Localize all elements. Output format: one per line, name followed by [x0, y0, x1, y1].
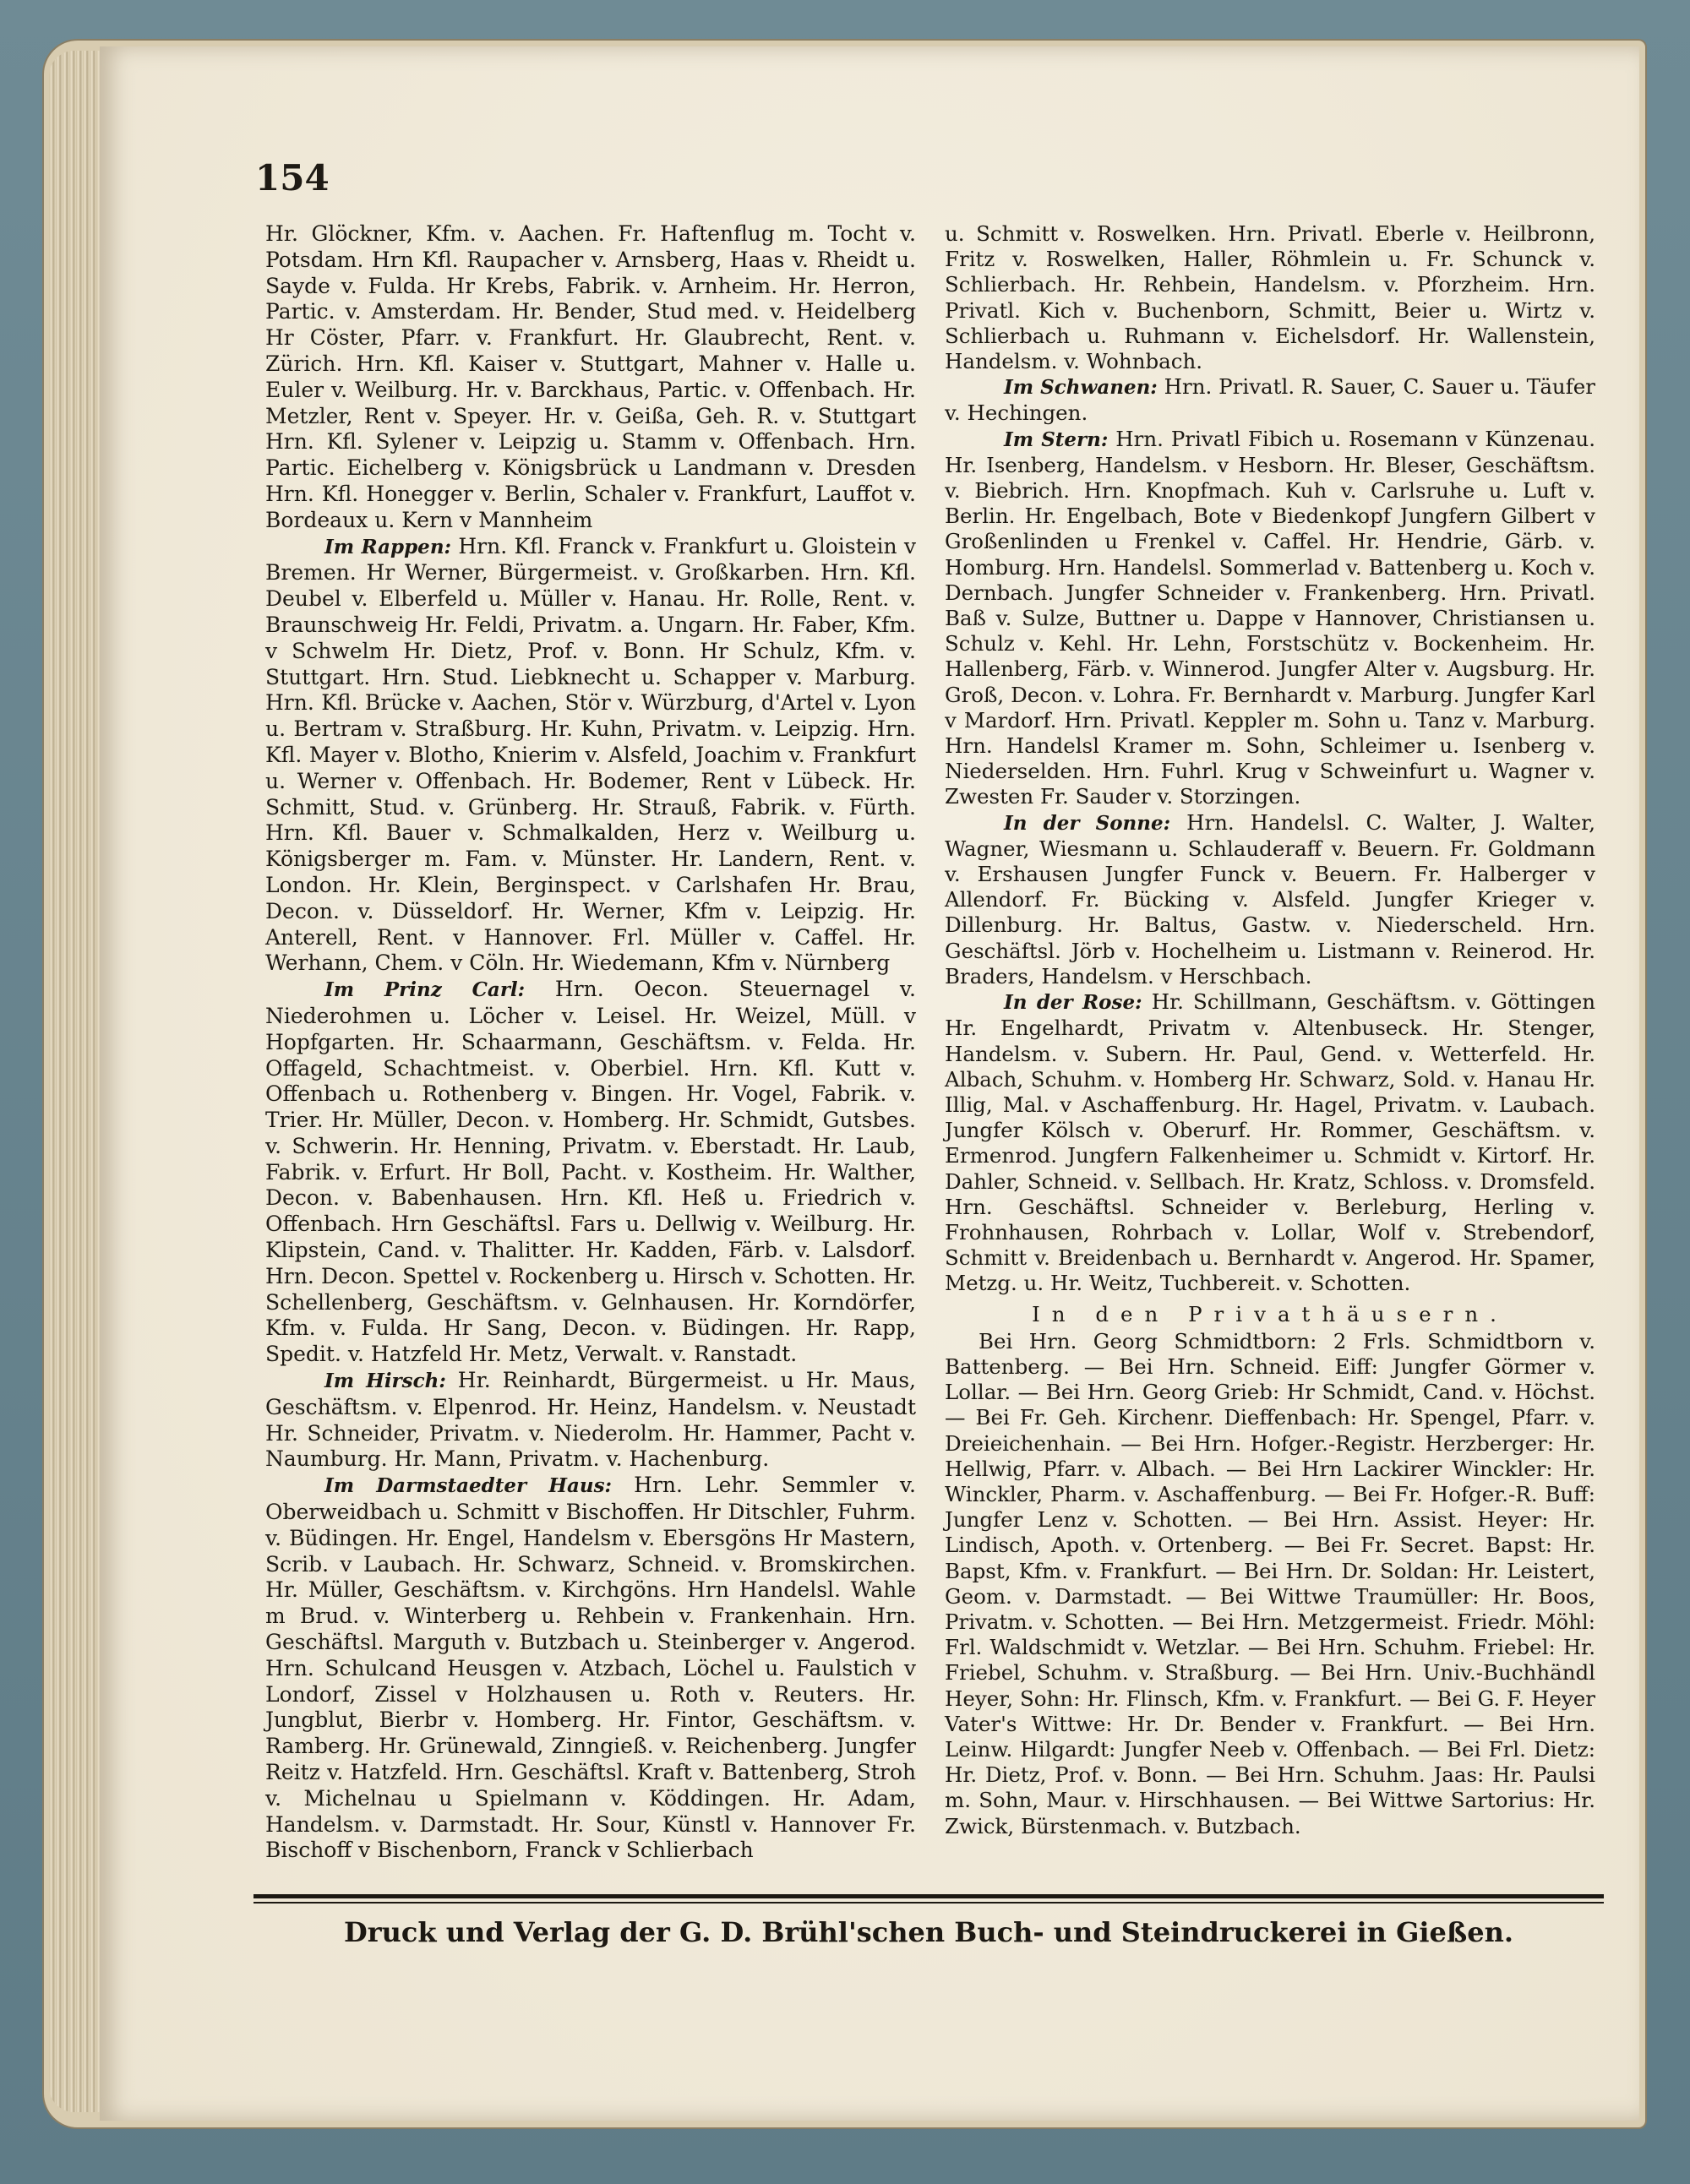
- section-heading: Im Stern:: [1004, 428, 1109, 451]
- section-text: Hrn. Lehr. Semmler v. Oberweidbach u. Schmitt v Bischoffen. Hr Ditschler, Fuhrm. v. Büdingen. Hr. Engel, Handelsm v. Ebersgöns Hr Mastern, Scrib. v Laubach. Hr. Schwarz, Schneid. v. Bromskirchen. Hr. Müller, Geschäftsm. v. Kirchgöns. Hrn Handelsl. Wahle m Brud. v. Winterberg u. Rehbein v. Frankenhain. Hrn. Geschäftsl. Marguth v. Butzbach u. Steinberger v. Angerod. Hrn. Schulcand Heusgen v. Atzbach, Löchel u. Faulstich v Londorf, Zissel v Holzhausen u. Roth v. Reuters. Hr. Jungblut, Bierbr v. Homberg. Hr. Fintor, Geschäftsm. v. Ramberg. Hr. Grünewald, Zinngieß. v. Reichenberg. Jungfer Reitz v. Hatzfeld. Hrn. Geschäftsl. Kraft v. Battenberg, Stroh v. Michelnau u Spielmann v. Köddingen. Hr. Adam, Handelsm. v. Darmstadt. Hr. Sour, Künstl v. Hannover Fr. Bischoff v Bischenborn, Franck v Schlierbach: [265, 1473, 917, 1863]
- page-edges: [49, 51, 100, 2112]
- section-text: Hrn. Oecon. Steuernagel v. Niederohmen u. Löcher v. Leisel. Hr. Weizel, Müll. v Hopfgarten. Hr. Schaarmann, Geschäftsm. v. Felda. Hr. Offageld, Schachtmeist. v. Oberbiel. Hrn. Kfl. Kutt v. Offenbach u. Rothenberg v. Bingen. Hr. Vogel, Fabrik. v. Trier. Hr. Müller, Decon. v. Homberg. Hr. Schmidt, Gutsbes. v. Schwerin. Hr. Henning, Privatm. v. Eberstadt. Hr. Laub, Fabrik. v. Erfurt. Hr Boll, Pacht. v. Kostheim. Hr. Walther, Decon. v. Babenhausen. Hrn. Kfl. Heß u. Friedrich v. Offenbach. Hrn Geschäftsl. Fars u. Dellwig v. Weilburg. Hr. Klipstein, Cand. v. Thalitter. Hr. Kadden, Färb. v. Lalsdorf. Hrn. Decon. Spettel v. Rockenberg u. Hirsch v. Schotten. Hr. Schellenberg, Geschäftsm. v. Gelnhausen. Hr. Korndörfer, Kfm. v. Fulda. Hr Sang, Decon. v. Büdingen. Hr. Rapp, Spedit. v. Hatzfeld Hr. Metz, Verwalt. v. Ranstadt.: [265, 977, 916, 1367]
- right-section: [945, 427, 1595, 810]
- section-text: Hrn. Handelsl. C. Walter, J. Walter, Wagner, Wiesmann u. Schlauderaff v. Beuern. Fr. Goldmann v. Ershausen Jungfer Funck v. Beuern. Fr. Halberger v Allendorf. Fr. Bücking v. Alsfeld. Jungfer Krieger v. Dillenburg. Hr. Baltus, Gastw. v. Niederscheld. Hrn. Geschäftsl. Jörb v. Hochelheim u. Listmann v. Reinerod. Hr. Braders, Handelsm. v Herschbach.: [945, 809, 1595, 989]
- left-section: [265, 977, 916, 1368]
- right-paragraph: Bei Hrn. Georg Schmidtborn: 2 Frls. Schmidtborn v. Battenberg. — Bei Hrn. Schneid. Eiff: Jungfer Görmer v. Lollar. — Bei Hrn. Georg Grieb: Hr Schmidt, Cand. v. Höchst. — Bei Fr. Geh. Kirchenr. Dieffenbach: Hr. Spengel, Pfarr. v. Dreieichenhain. — Bei Hrn. Hofger.-Registr. Herzberger: Hr. Hellwig, Pfarr. v. Albach. — Bei Hrn Lackirer Winckler: Hr. Winckler, Pharm. v. Aschaffenburg. — Bei Fr. Hofger.-R. Buff: Jungfer Lenz v. Schotten. — Bei Hrn. Assist. Heyer: Hr. Lindisch, Apoth. v. Ortenberg. — Bei Fr. Secret. Bapst: Hr. Bapst, Kfm. v. Frankfurt. — Bei Hrn. Dr. Soldan: Hr. Leistert, Geom. v. Darmstadt. — Bei Wittwe Traumüller: Hr. Boos, Privatm. v. Schotten. — Bei Hrn. Metzgermeist. Friedr. Möhl: Frl. Waldschmidt v. Wetzlar. — Bei Hrn. Schuhm. Friebel: Hr. Friebel, Schuhm. v. Straßburg. — Bei Hrn. Univ.-Buchhändl Heyer, Sohn: Hr. Flinsch, Kfm. v. Frankfurt. — Bei G. F. Heyer Vater's Wittwe: Hr. Dr. Bender v. Frankfurt. — Bei Hrn. Leinw. Hilgardt: Jungfer Neeb v. Offenbach. — Bei Frl. Dietz: Hr. Dietz, Prof. v. Bonn. — Bei Hrn. Schuhm. Jaas: Hr. Paulsi m. Sohn, Maur. v. Hirschhausen. — Bei Wittwe Sartorius: Hr. Zwick, Bürstenmach. v. Butzbach.: [945, 1328, 1595, 1838]
- footer-rule-thick: [254, 1894, 1604, 1898]
- section-heading: Im Darmstaedter Haus:: [324, 1474, 613, 1498]
- section-text: Hrn. Kfl. Franck v. Frankfurt u. Gloistein v Bremen. Hr Werner, Bürgermeist. v. Großkarben. Hrn. Kfl. Deubel v. Elberfeld u. Müller v. Hanau. Hr. Rolle, Rent. v. Braunschweig Hr. Feldi, Privatm. a. Ungarn. Hr. Faber, Kfm. v Schwelm Hr. Dietz, Prof. v. Bonn. Hr Schulz, Kfm. v. Stuttgart. Hrn. Stud. Liebknecht u. Schapper v. Marburg. Hrn. Kfl. Brücke v. Aachen, Stör v. Würzburg, d'Artel v. Lyon u. Bertram v. Straßburg. Hr. Kuhn, Privatm. v. Leipzig. Hrn. Kfl. Mayer v. Blotho, Knierim v. Alsfeld, Joachim v. Frankfurt u. Werner v. Offenbach. Hr. Bodemer, Rent v Lübeck. Hr. Schmitt, Stud. v. Grünberg. Hr. Strauß, Fabrik. v. Fürth. Hrn. Kfl. Bauer v. Schmalkalden, Herz v. Weilburg u. Königsberger m. Fam. v. Münster. Hr. Landern, Rent. v. London. Hr. Klein, Berginspect. v Carlshafen Hr. Brau, Decon. v. Düsseldorf. Hr. Werner, Kfm v. Leipzig. Hr. Anterell, Rent. v Hannover. Frl. Müller v. Caffel. Hr. Werhann, Chem. v Cöln. Hr. Wiedemann, Kfm v. Nürnberg: [265, 533, 916, 976]
- section-heading: Im Hirsch:: [324, 1370, 446, 1393]
- right-section: [945, 810, 1595, 989]
- left-section: [265, 1368, 916, 1473]
- page-number: 154: [255, 157, 330, 199]
- right-section: [945, 374, 1595, 426]
- left-section: [265, 534, 916, 978]
- printer-imprint: Druck und Verlag der G. D. Brühl'schen Buch- und Steindruckerei in Gießen.: [344, 1916, 1513, 1948]
- left-section: [265, 1473, 916, 1864]
- section-heading: In der Sonne:: [1004, 811, 1171, 835]
- section-text: Hrn. Privatl. R. Sauer, C. Sauer u. Täufer v. Hechingen.: [945, 374, 1595, 426]
- section-title: In den Privathäusern.: [1032, 1301, 1508, 1326]
- section-text: Hr. Reinhardt, Bürgermeist. u Hr. Maus, Geschäftsm. v. Elpenrod. Hr. Heinz, Handelsm. v. Neustadt Hr. Schneider, Privatm. v. Niederolm. Hr. Hammer, Pacht v. Naumburg. Hr. Mann, Privatm. v. Hachenburg.: [265, 1368, 916, 1472]
- section-heading: Im Rappen:: [324, 535, 452, 558]
- right-column: [945, 221, 1595, 1839]
- right-paragraph: u. Schmitt v. Roswelken. Hrn. Privatl. Eberle v. Heilbronn, Fritz v. Roswelken, Haller, Röhmlein u. Fr. Schunck v. Schlierbach. Hr. Rehbein, Handelsm. v. Pforzheim. Hrn. Privatl. Kich v. Buchenborn, Schmitt, Beier u. Wirtz v. Schlierbach u. Ruhmann v. Eichelsdorf. Hr. Wallenstein, Handelsm. v. Wohnbach.: [945, 221, 1595, 374]
- section-text: Hr. Schillmann, Geschäftsm. v. Göttingen Hr. Engelhardt, Privatm v. Altenbuseck. Hr. Stenger, Handelsm. v. Subern. Hr. Paul, Gend. v. Wetterfeld. Hr. Albach, Schuhm. v. Homberg Hr. Schwarz, Sold. v. Hanau Hr. Illig, Mal. v Aschaffenburg. Hr. Hagel, Privatm. v. Laubach. Jungfer Kölsch v. Oberurf. Hr. Rommer, Geschäftsm. v. Ermenrod. Jungfern Falkenheimer u. Schmidt v. Kirtorf. Hr. Dahler, Schneid. v. Sellbach. Hr. Kratz, Schloss. v. Dromsfeld. Hrn. Geschäftsl. Schneider v. Berleburg, Herling v. Frohnhausen, Rohrbach v. Lollar, Wolf v. Strebendorf, Schmitt v. Breidenbach u. Bernhardt v. Angerod. Hr. Spamer, Metzg. u. Hr. Weitz, Tuchbereit. v. Schotten.: [945, 989, 1595, 1296]
- section-heading: Im Prinz Carl:: [324, 978, 526, 1002]
- section-heading: In der Rose:: [1004, 991, 1142, 1015]
- right-section: [945, 989, 1595, 1296]
- section-text: Hrn. Privatl Fibich u. Rosemann v Künzenau. Hr. Isenberg, Handelsm. v Hesborn. Hr. Bleser, Geschäftsm. v. Biebrich. Hrn. Knopfmach. Kuh v. Carlsruhe u. Luft v. Berlin. Hr. Engelbach, Bote v Biedenkopf Jungfern Gilbert v Großenlinden u Frenkel v. Caffel. Hr. Hendrie, Gärb. v. Homburg. Hrn. Handelsl. Sommerlad v. Battenberg u. Koch v. Dernbach. Jungfer Schneider v. Frankenberg. Hrn. Privatl. Baß v. Sulze, Buttner u. Dappe v Hannover, Christiansen u. Schulz v. Kehl. Hr. Lehn, Forstschütz v. Bockenheim. Hr. Hallenberg, Färb. v. Winnerod. Jungfer Alter v. Augsburg. Hr. Groß, Decon. v. Lohra. Fr. Bernhardt v. Marburg. Jungfer Karl v Mardorf. Hrn. Privatl. Keppler m. Sohn u. Tanz v. Marburg. Hrn. Handelsl Kramer m. Sohn, Schleimer u. Isenberg v. Niederselden. Hrn. Fuhrl. Krug v Schweinfurt u. Wagner v. Zwesten Fr. Sauder v. Storzingen.: [945, 426, 1595, 809]
- left-column: [265, 221, 916, 1864]
- left-paragraph: Hr. Glöckner, Kfm. v. Aachen. Fr. Haftenflug m. Tocht v. Potsdam. Hrn Kfl. Raupacher v. Arnsberg, Haas v. Rheidt u. Sayde v. Fulda. Hr Krebs, Fabrik. v. Arnheim. Hr. Herron, Partic. v. Amsterdam. Hr. Bender, Stud med. v. Heidelberg Hr Cöster, Pfarr. v. Frankfurt. Hr. Glaubrecht, Rent. v. Zürich. Hrn. Kfl. Kaiser v. Stuttgart, Mahner v. Halle u. Euler v. Weilburg. Hr. v. Barckhaus, Partic. v. Offenbach. Hr. Metzler, Rent v. Speyer. Hr. v. Geißa, Geh. R. v. Stuttgart Hrn. Kfl. Sylener v. Leipzig u. Stamm v. Offenbach. Hrn. Partic. Eichelberg v. Königsbrück u Landmann v. Dresden Hrn. Kfl. Honegger v. Berlin, Schaler v. Frankfurt, Lauffot v. Bordeaux u. Kern v Mannheim: [265, 221, 916, 532]
- section-heading: Im Schwanen:: [1004, 376, 1158, 400]
- footer-rule-thin: [254, 1902, 1604, 1904]
